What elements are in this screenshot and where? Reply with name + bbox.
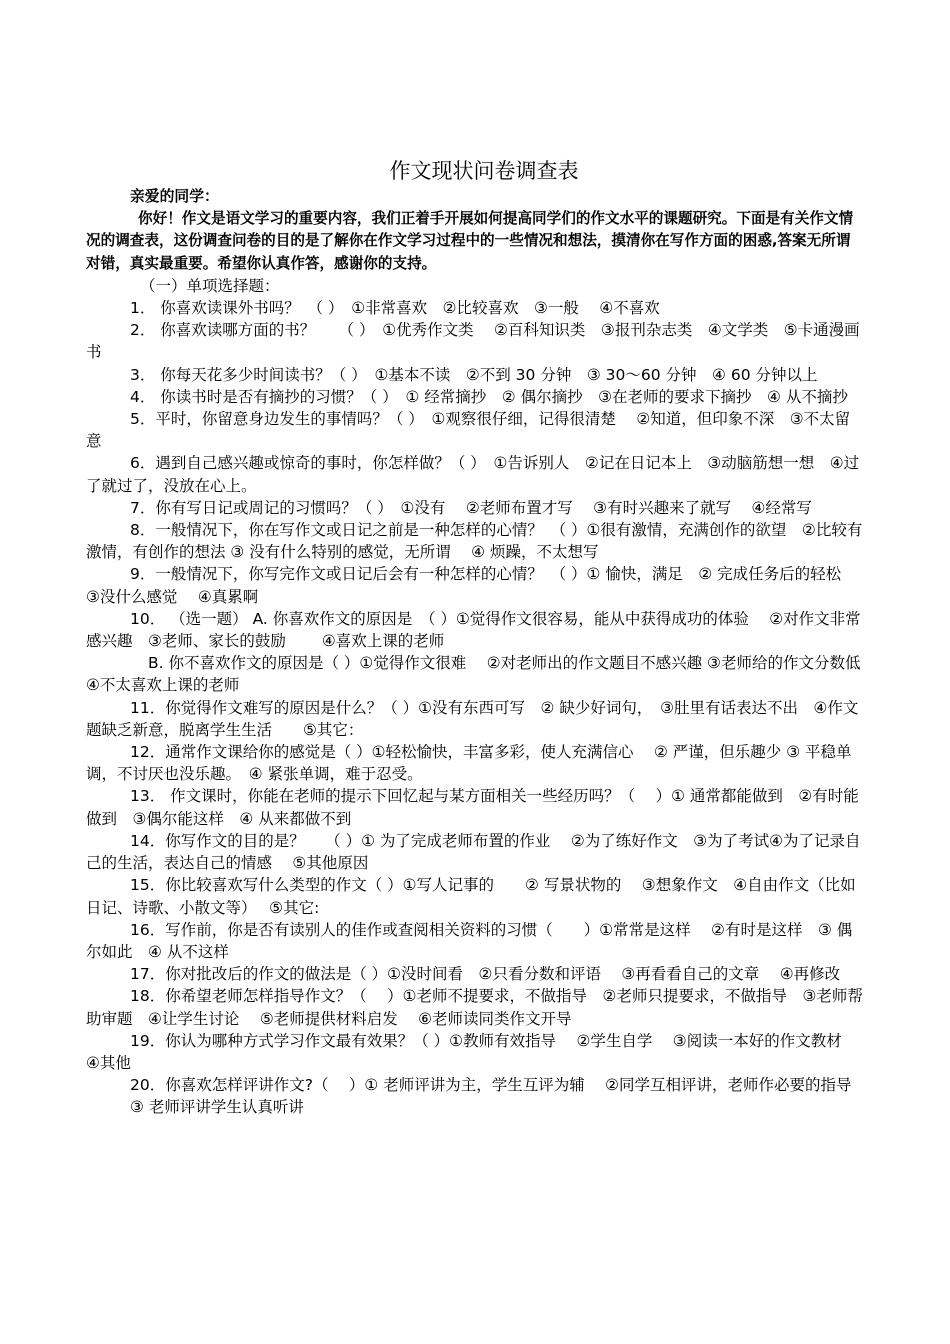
intro-paragraph: 你好！作文是语文学习的重要内容，我们正着手开展如何提高同学们的作文水平的课题研究。下面是有关作文情况的调查表，这份调查问卷的目的是了解你在作文学习过程中的一些情况和想法，摸清你在写作方面的困惑,答案无所谓对错，真实最重要。希望你认真作答，感谢你的支持。 [86, 210, 854, 272]
question-4: 4． 你读书时是否有摘抄的习惯？（ ） ① 经常摘抄 ② 偶尔摘抄 ③在老师的要求下摘抄 ④ 从不摘抄 [130, 387, 848, 406]
document-page [86, 156, 881, 1119]
question-16: 16．写作前，你是否有读别人的佳作或查阅相关资料的习惯（ ）①常常是这样 ②有时是这样 ③ 偶尔如此 ④ 从不这样 [86, 920, 853, 961]
question-15: 15．你比较喜欢写什么类型的作文（ ）①写人记事的 ② 写景状物的 ③想象作文 ④自由作文（比如日记、诗歌、小散文等） ⑤其它: [86, 876, 856, 917]
page-title: 作文现状问卷调查表 [389, 159, 579, 183]
question-6: 6．遇到自己感兴趣或惊奇的事时，你怎样做？（ ） ①告诉别人 ②记在日记本上 ③动脑筋想一想 ④过了就过了，没放在心上。 [86, 454, 860, 495]
question-19: 19．你认为哪种方式学习作文最有效果？（ ）①教师有效指导 ②学生自学 ③阅读一本好的作文教材 ④其他 [86, 1031, 863, 1072]
question-13: 13． 作文课时，你能在老师的提示下回忆起与某方面相关一些经历吗？（ ）① 通常都能做到 ②有时能做到 ③偶尔能这样 ④ 从来都做不到 [86, 787, 859, 828]
question-5: 5．平时，你留意身边发生的事情吗？（ ） ①观察很仔细，记得很清楚 ②知道，但印象不深 ③不太留意 [86, 410, 851, 451]
question-10b: B. 你不喜欢作文的原因是（ ）①觉得作文很难 ②对老师出的作文题目不感兴趣 ③老师给的作文分数低 ④不太喜欢上课的老师 [86, 654, 881, 695]
question-9: 9．一般情况下，你写完作文或日记后会有一种怎样的心情？ （ ）① 愉快，满足 ② 完成任务后的轻松 ③没什么感觉 ④真累啊 [86, 565, 862, 606]
question-20-option-3: ③ 老师评讲学生认真听讲 [130, 1098, 304, 1117]
question-1: 1． 你喜欢读课外书吗？ （ ） ①非常喜欢 ②比较喜欢 ③一般 ④不喜欢 [130, 299, 660, 318]
section-heading: （一）单项选择题： [140, 276, 280, 295]
question-2: 2． 你喜欢读哪方面的书？ （ ） ①优秀作文类 ②百科知识类 ③报刊杂志类 ④文学类 ⑤卡通漫画书 [86, 321, 860, 362]
question-3: 3． 你每天花多少时间读书？（ ） ①基本不读 ②不到 30 分钟 ③ 30～60 分钟 ④ 60 分钟以上 [130, 365, 818, 384]
question-17: 17．你对批改后的作文的做法是（ ）①没时间看 ②只看分数和评语 ③再看看自己的文章 ④再修改 [130, 965, 841, 984]
question-20: 20．你喜欢怎样评讲作文?（ ）① 老师评讲为主，学生互评为辅 ②同学互相评讲，老师作必要的指导 [130, 1076, 852, 1095]
question-14: 14．你写作文的目的是？ （ ）① 为了完成老师布置的作业 ②为了练好作文 ③为了考试④为了记录自己的生活，表达自己的情感 ⑤其他原因 [86, 831, 861, 873]
question-7: 7．你有写日记或周记的习惯吗？（ ） ①没有 ②老师布置才写 ③有时兴趣来了就写 ④经常写 [130, 498, 812, 517]
question-11: 11．你觉得作文难写的原因是什么？（ ）①没有东西可写 ② 缺少好词句， ③肚里有话表达不出 ④作文题缺乏新意，脱离学生生活 ⑤其它： [86, 698, 859, 739]
question-8: 8．一般情况下，你在写作文或日记之前是一种怎样的心情？ （ ）①很有激情，充满创作的欲望 ②比较有激情，有创作的想法 ③ 没有什么特别的感觉，无所谓 ④ 烦躁，不太想写 [86, 521, 863, 562]
greeting: 亲爱的同学： [130, 188, 219, 205]
question-18: 18．你希望老师怎样指导作文？（ ）①老师不提要求，不做指导 ②老师只提要求，不做指导 ③老师帮助审题 ④让学生讨论 ⑤老师提供材料启发 ⑥老师读同类作文开导 [86, 987, 863, 1028]
question-12: 12．通常作文课给你的感觉是（ ）①轻松愉快，丰富多彩，使人充满信心 ② 严谨，但乐趣少 ③ 平稳单调，不讨厌也没乐趣。 ④ 紧张单调，难于忍受。 [86, 743, 852, 784]
question-10a: 10． （选一题） A. 你喜欢作文的原因是 （ ）①觉得作文很容易，能从中获得成功的体验 ②对作文非常感兴趣 ③老师、家长的鼓励 ④喜欢上课的老师 [86, 609, 861, 651]
